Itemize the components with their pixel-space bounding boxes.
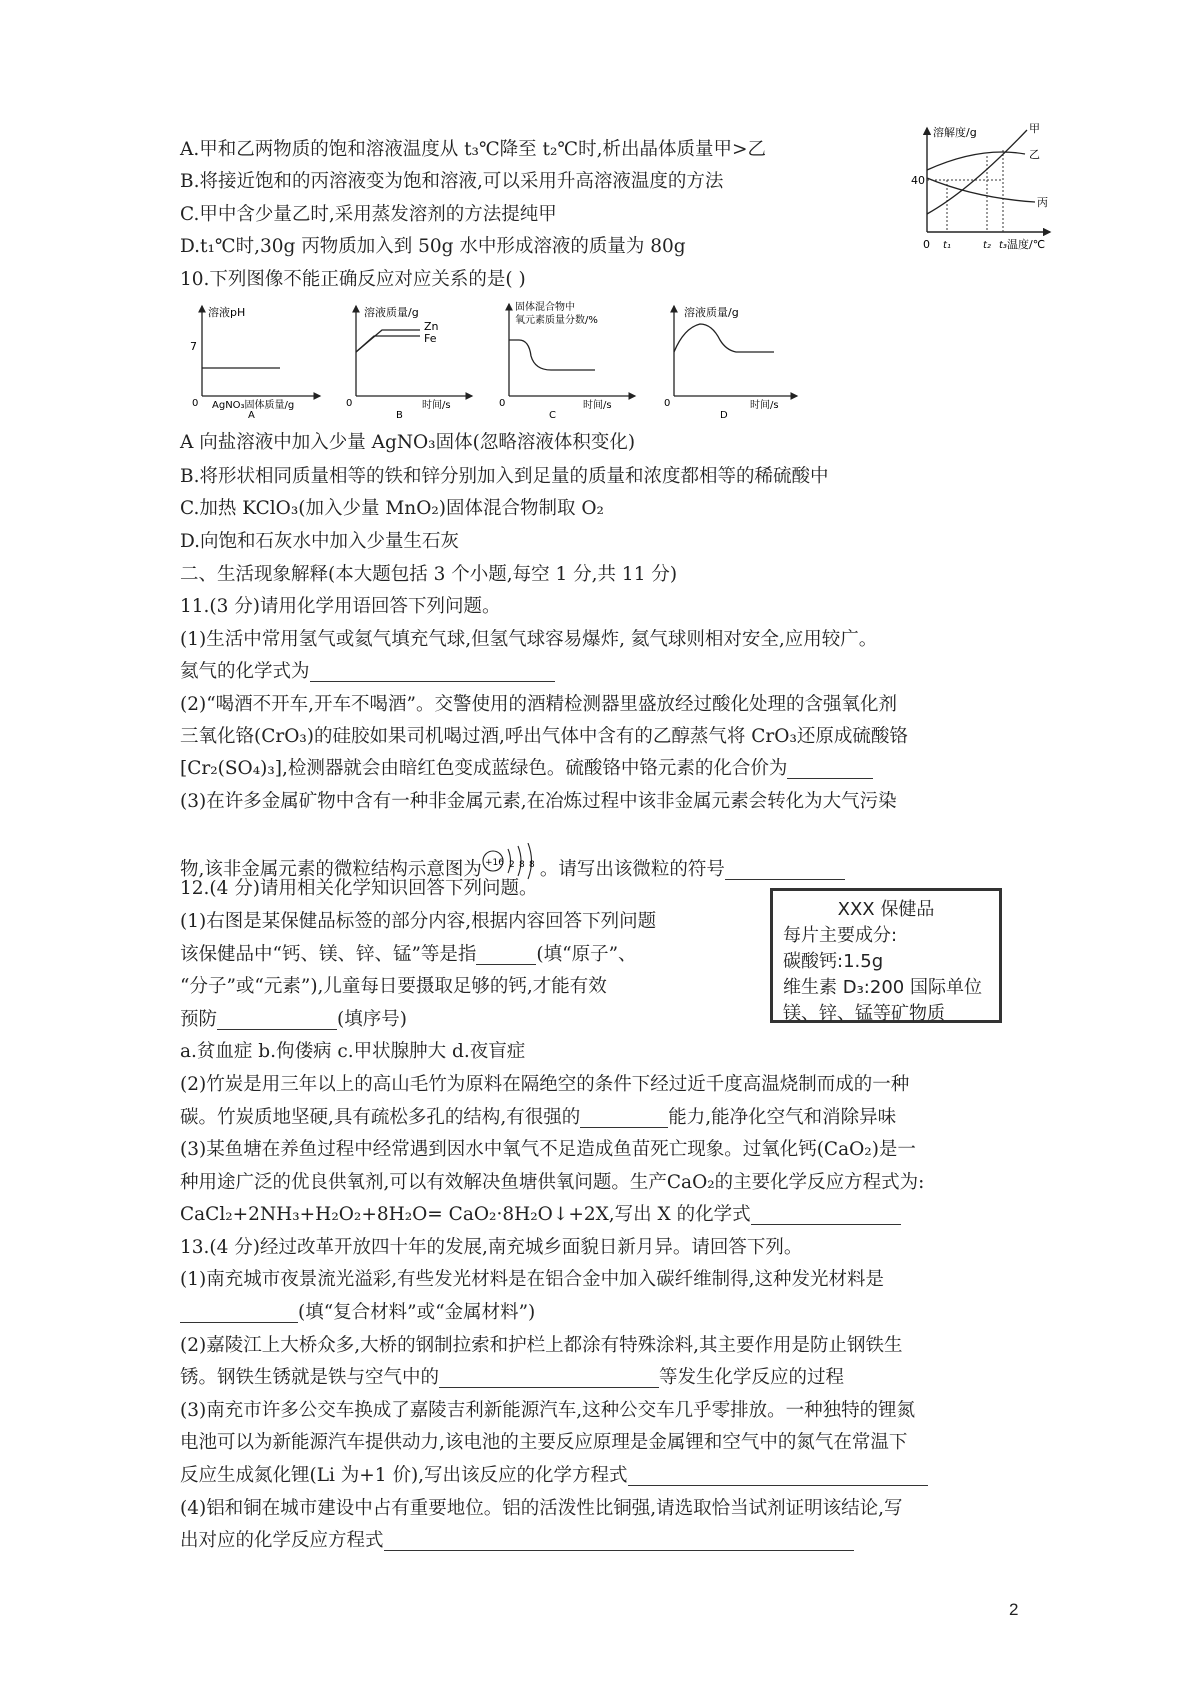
graph-b-ylabel: 溶液质量/g bbox=[364, 306, 419, 319]
answer-blank[interactable] bbox=[476, 944, 536, 965]
graph-b-xlabel: 时间/s bbox=[422, 400, 451, 411]
solubility-ylabel: 溶解度/g bbox=[933, 126, 977, 139]
graph-d bbox=[662, 300, 802, 418]
q12-p1-line1: (1)右图是某保健品标签的部分内容,根据内容回答下列问题 bbox=[180, 911, 657, 932]
q12-p2-text-b: 能力,能净化空气和消除异味 bbox=[668, 1107, 897, 1128]
solubility-x-tick-t2: t₂ bbox=[983, 240, 991, 251]
ion-shell-1: 2 bbox=[508, 860, 515, 870]
q10-option-c: C.加热 KClO₃(加入少量 MnO₂)固体混合物制取 O₂ bbox=[180, 498, 604, 519]
q13-p2-text-a: 锈。钢铁生锈就是铁与空气中的 bbox=[180, 1367, 440, 1388]
ion-shell-2: 8 bbox=[518, 860, 525, 870]
graph-b-origin: 0 bbox=[346, 398, 353, 409]
q12-p3-line3 bbox=[180, 1203, 901, 1227]
graph-c-origin: 0 bbox=[499, 398, 506, 409]
q11-p3-text-a: 物,该非金属元素的微粒结构示意图为 bbox=[180, 859, 482, 880]
answer-blank[interactable] bbox=[751, 1204, 901, 1225]
graph-b bbox=[342, 300, 477, 418]
graph-c-xlabel: 时间/s bbox=[583, 400, 612, 411]
section-heading: 二、生活现象解释(本大题包括 3 个小题,每空 1 分,共 11 分) bbox=[180, 564, 678, 585]
q13-p4-text: 出对应的化学反应方程式 bbox=[180, 1530, 384, 1551]
graph-d-ylabel: 溶液质量/g bbox=[684, 306, 739, 319]
q13-p3-text: 反应生成氮化锂(Li 为+1 价),写出该反应的化学方程式 bbox=[180, 1465, 628, 1486]
q12-p2-line2 bbox=[180, 1106, 896, 1130]
answer-blank[interactable] bbox=[439, 1367, 659, 1388]
q13-p1-line1: (1)南充城市夜景流光溢彩,有些发光材料是在铝合金中加入碳纤维制得,这种发光材料是 bbox=[180, 1269, 884, 1290]
q11-stem: 11.(3 分)请用化学用语回答下列问题。 bbox=[180, 596, 501, 617]
answer-blank[interactable] bbox=[180, 1302, 298, 1323]
graph-a-ylabel: 溶液pH bbox=[208, 306, 246, 319]
graph-c-ylabel-2: 氧元素质量分数/% bbox=[515, 315, 598, 326]
supplement-label bbox=[770, 888, 1002, 1023]
q12-p1-text-b: (填“原子”、 bbox=[536, 944, 637, 965]
q13-p1-line2 bbox=[180, 1301, 535, 1325]
q9-option-a: A.甲和乙两物质的饱和溶液温度从 t₃℃降至 t₂℃时,析出晶体质量甲>乙 bbox=[180, 139, 766, 160]
answer-blank[interactable] bbox=[725, 859, 845, 880]
page-number: 2 bbox=[1009, 1600, 1019, 1619]
q13-p2-line1: (2)嘉陵江上大桥众多,大桥的钢制拉索和护栏上都涂有特殊涂料,其主要作用是防止钢铁生 bbox=[180, 1335, 903, 1356]
graph-b-fe bbox=[356, 330, 420, 352]
q12-p3-line1: (3)某鱼塘在养鱼过程中经常遇到因水中氧气不足造成鱼苗死亡现象。过氧化钙(CaO₂)是一 bbox=[180, 1139, 916, 1160]
q11-p3-text-b: 。请写出该微粒的符号 bbox=[539, 859, 725, 880]
q13-p1-text: (填“复合材料”或“金属材料”) bbox=[298, 1302, 536, 1323]
q9-option-c: C.甲中含少量乙时,采用蒸发溶剂的方法提纯甲 bbox=[180, 204, 557, 225]
graph-d-line bbox=[674, 324, 774, 352]
q11-p1-line2 bbox=[180, 660, 555, 684]
q13-stem: 13.(4 分)经过改革开放四十年的发展,南充城乡面貌日新月异。请回答下列。 bbox=[180, 1237, 803, 1258]
q11-p2-line3 bbox=[180, 757, 873, 781]
q9-option-b: B.将接近饱和的丙溶液变为饱和溶液,可以采用升高溶液温度的方法 bbox=[180, 171, 724, 192]
graph-c-letter: C bbox=[549, 410, 556, 418]
q12-p1-text-a: 该保健品中“钙、镁、锌、锰”等是指 bbox=[180, 944, 477, 965]
series-label-yi: 乙 bbox=[1029, 148, 1040, 161]
graph-a-ytick: 7 bbox=[190, 340, 197, 353]
q10-option-a: A 向盐溶液中加入少量 AgNO₃固体(忽略溶液体积变化) bbox=[180, 432, 636, 453]
label-line-2: 碳酸钙:1.5g bbox=[783, 951, 884, 972]
graph-c-line bbox=[509, 340, 595, 370]
q13-p3-line1: (3)南充市许多公交车换成了嘉陵吉利新能源汽车,这种公交车几乎零排放。一种独特的锂氮 bbox=[180, 1400, 916, 1421]
q10-option-b: B.将形状相同质量相等的铁和锌分别加入到足量的质量和浓度都相等的稀硫酸中 bbox=[180, 466, 829, 487]
q12-p1-line3: “分子”或“元素”),儿童每日要摄取足够的钙,才能有效 bbox=[180, 976, 607, 997]
curve-bing bbox=[927, 178, 1035, 202]
answer-blank[interactable] bbox=[580, 1107, 668, 1128]
q12-p1-line4 bbox=[180, 1008, 407, 1032]
answer-blank[interactable] bbox=[628, 1465, 928, 1486]
q12-p3-text: CaCl₂+2NH₃+H₂O₂+8H₂O= CaO₂·8H₂O↓+2X,写出 X 的化学式 bbox=[180, 1204, 751, 1225]
solubility-graph bbox=[895, 120, 1055, 255]
solubility-x-tick-t1: t₁ bbox=[943, 240, 951, 251]
q13-p4-line1: (4)铝和铜在城市建设中占有重要地位。铝的活泼性比铜强,请选取恰当试剂证明该结论,写 bbox=[180, 1498, 903, 1519]
label-line-4: 镁、锌、锰等矿物质 bbox=[783, 1003, 945, 1024]
solubility-y-tick: 40 bbox=[911, 174, 925, 187]
q13-p2-line2 bbox=[180, 1366, 844, 1390]
q12-stem: 12.(4 分)请用相关化学知识回答下列问题。 bbox=[180, 878, 538, 899]
graph-b-series-zn: Zn bbox=[424, 320, 439, 333]
answer-blank[interactable] bbox=[310, 661, 555, 682]
q12-choices: a.贫血症 b.佝偻病 c.甲状腺肿大 d.夜盲症 bbox=[180, 1041, 526, 1062]
answer-blank[interactable] bbox=[787, 758, 873, 779]
graph-a-origin: 0 bbox=[192, 398, 199, 409]
q12-p1-text-d: (填序号) bbox=[337, 1009, 407, 1030]
graph-a bbox=[190, 300, 325, 418]
ion-shell-3: 8 bbox=[528, 860, 535, 870]
q12-p3-line2: 种用途广泛的优良供氧剂,可以有效解决鱼塘供氧问题。生产CaO₂的主要化学反应方程式为: bbox=[180, 1172, 925, 1193]
q12-p2-line1: (2)竹炭是用三年以上的高山毛竹为原料在隔绝空的条件下经过近千度高温烧制而成的一种 bbox=[180, 1074, 910, 1095]
q11-p1-line1: (1)生活中常用氢气或氦气填充气球,但氢气球容易爆炸, 氦气球则相对安全,应用较广。 bbox=[180, 629, 878, 650]
q11-p2-text: [Cr₂(SO₄)₃],检测器就会由暗红色变成蓝绿色。硫酸铬中铬元素的化合价为 bbox=[180, 758, 788, 779]
q11-p1-text: 氦气的化学式为 bbox=[180, 661, 310, 682]
answer-blank[interactable] bbox=[384, 1530, 854, 1551]
q11-p2-line2: 三氧化铬(CrO₃)的硅胶如果司机喝过酒,呼出气体中含有的乙醇蒸气将 CrO₃还原成硫酸铬 bbox=[180, 726, 908, 747]
graph-a-xlabel: AgNO₃固体质量/g bbox=[212, 400, 295, 411]
graph-c bbox=[495, 298, 645, 418]
graph-d-xlabel: 时间/s bbox=[750, 400, 779, 411]
q11-p3-line1: (3)在许多金属矿物中含有一种非金属元素,在冶炼过程中该非金属元素会转化为大气污染 bbox=[180, 791, 897, 812]
graph-d-letter: D bbox=[720, 410, 728, 418]
graph-b-letter: B bbox=[396, 410, 403, 418]
solubility-origin: 0 bbox=[923, 238, 930, 251]
curve-yi bbox=[927, 152, 1025, 170]
series-label-bing: 丙 bbox=[1037, 196, 1048, 209]
q13-p4-line2 bbox=[180, 1529, 854, 1553]
q10-stem: 10.下列图像不能正确反应对应关系的是( ) bbox=[180, 269, 526, 290]
graph-d-origin: 0 bbox=[664, 398, 671, 409]
graph-a-letter: A bbox=[248, 410, 255, 418]
solubility-x-tick-t3: t₃ bbox=[999, 240, 1007, 251]
label-line-3: 维生素 D₃:200 国际单位 bbox=[783, 977, 982, 998]
q13-p3-line2: 电池可以为新能源汽车提供动力,该电池的主要反应原理是金属锂和空气中的氮气在常温下 bbox=[180, 1432, 908, 1453]
graph-c-ylabel-1: 固体混合物中 bbox=[515, 302, 575, 313]
ion-nucleus: +16 bbox=[484, 858, 504, 868]
q11-p2-line1: (2)“喝酒不开车,开车不喝酒”。交警使用的酒精检测器里盛放经过酸化处理的含强氧化剂 bbox=[180, 694, 898, 715]
graph-b-series-fe: Fe bbox=[424, 332, 437, 345]
solubility-xlabel: 温度/℃ bbox=[1007, 238, 1046, 251]
answer-blank[interactable] bbox=[217, 1009, 337, 1030]
curve-jia bbox=[927, 130, 1027, 214]
q13-p2-text-b: 等发生化学反应的过程 bbox=[659, 1367, 845, 1388]
label-line-1: 每片主要成分: bbox=[783, 925, 898, 946]
q12-p2-text-a: 碳。竹炭质地坚硬,具有疏松多孔的结构,有很强的 bbox=[180, 1107, 581, 1128]
label-title: XXX 保健品 bbox=[837, 899, 935, 920]
q9-option-d: D.t₁℃时,30g 丙物质加入到 50g 水中形成溶液的质量为 80g bbox=[180, 236, 686, 257]
q10-option-d: D.向饱和石灰水中加入少量生石灰 bbox=[180, 531, 460, 552]
q12-p1-text-c: 预防 bbox=[180, 1009, 218, 1030]
q13-p3-line3 bbox=[180, 1464, 928, 1488]
series-label-jia: 甲 bbox=[1029, 122, 1040, 135]
q12-p1-line2 bbox=[180, 943, 637, 967]
